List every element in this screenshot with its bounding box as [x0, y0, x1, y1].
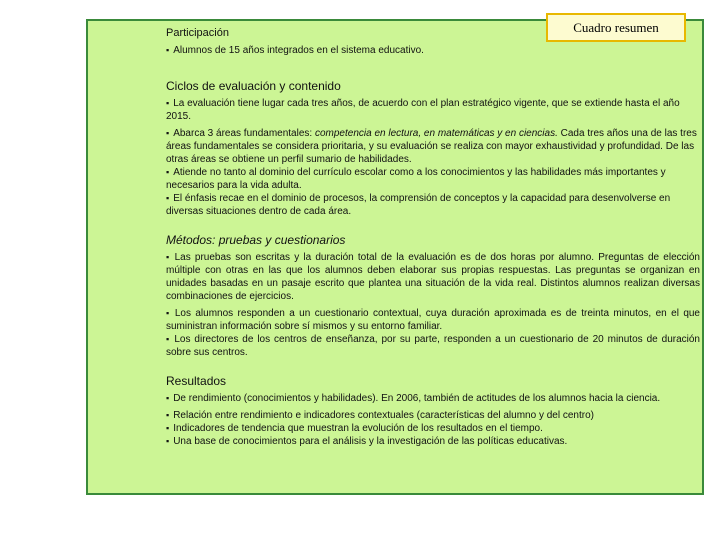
- ciclos-item-4: ▪ El énfasis recae en el dominio de procesos, la comprensión de conceptos y la capacidad para desenvolverse en diversas situaciones dentro de cada área.: [166, 192, 700, 218]
- metodos-item-2: ▪ Los alumnos responden a un cuestionario contextual, cuya duración aproximada es de treinta minutos, en el que suministran información sobre sí mismos y su entorno familiar.: [166, 307, 700, 333]
- participacion-item: ▪ Alumnos de 15 años integrados en el sistema educativo.: [166, 44, 700, 57]
- resultados-item-1: ▪ De rendimiento (conocimientos y habilidades). En 2006, también de actitudes de los alumnos hacia la ciencia.: [166, 392, 700, 405]
- ciclos-item-2-em: competencia en lectura, en matemáticas y en ciencias.: [314, 128, 558, 139]
- ciclos-item-2-pre: Abarca 3 áreas fundamentales:: [173, 128, 315, 139]
- ciclos-item-1: ▪ La evaluación tiene lugar cada tres años, de acuerdo con el plan estratégico vigente, que se extiende hasta el año 2015.: [166, 97, 700, 123]
- summary-badge: Cuadro resumen: [546, 13, 686, 42]
- resultados-item-4: ▪ Una base de conocimientos para el análisis y la investigación de las políticas educativas.: [166, 435, 700, 448]
- section-title-resultados: Resultados: [166, 374, 227, 388]
- section-title-participacion: Participación: [166, 27, 229, 39]
- metodos-item-1: ▪ Las pruebas son escritas y la duración total de la evaluación es de dos horas por alumno. Preguntas de elección múltiple con otras en las que los alumnos deben elaborar sus propias respuestas. Las preguntas se organizan en unidades basadas en un pasaje escrito que plantea una situación de la vida real. Distintos alumnos realizan diversas combinaciones de ejercicios.: [166, 251, 700, 303]
- summary-content: [166, 26, 700, 448]
- metodos-item-3: ▪ Los directores de los centros de enseñanza, por su parte, responden a un cuestionario de 20 minutos de duración sobre sus centros.: [166, 333, 700, 359]
- section-title-metodos: Métodos: pruebas y cuestionarios: [166, 233, 346, 247]
- resultados-item-3: ▪ Indicadores de tendencia que muestran la evolución de los resultados en el tiempo.: [166, 422, 700, 435]
- section-title-ciclos: Ciclos de evaluación y contenido: [166, 79, 341, 93]
- ciclos-item-2: [166, 127, 700, 166]
- resultados-item-2: ▪ Relación entre rendimiento e indicadores contextuales (características del alumno y del centro): [166, 409, 700, 422]
- ciclos-item-3: ▪ Atiende no tanto al dominio del currículo escolar como a los conocimientos y las habilidades más importantes y necesarios para la vida adulta.: [166, 166, 700, 192]
- ciclos-item-2-post: Cada tres años una de las tres áreas fundamentales se considera prioritaria, y su evaluación se realiza con mayor exhaustividad y profundidad. De las otras áreas se obtiene un perfil sumario de habilidades.: [166, 128, 697, 165]
